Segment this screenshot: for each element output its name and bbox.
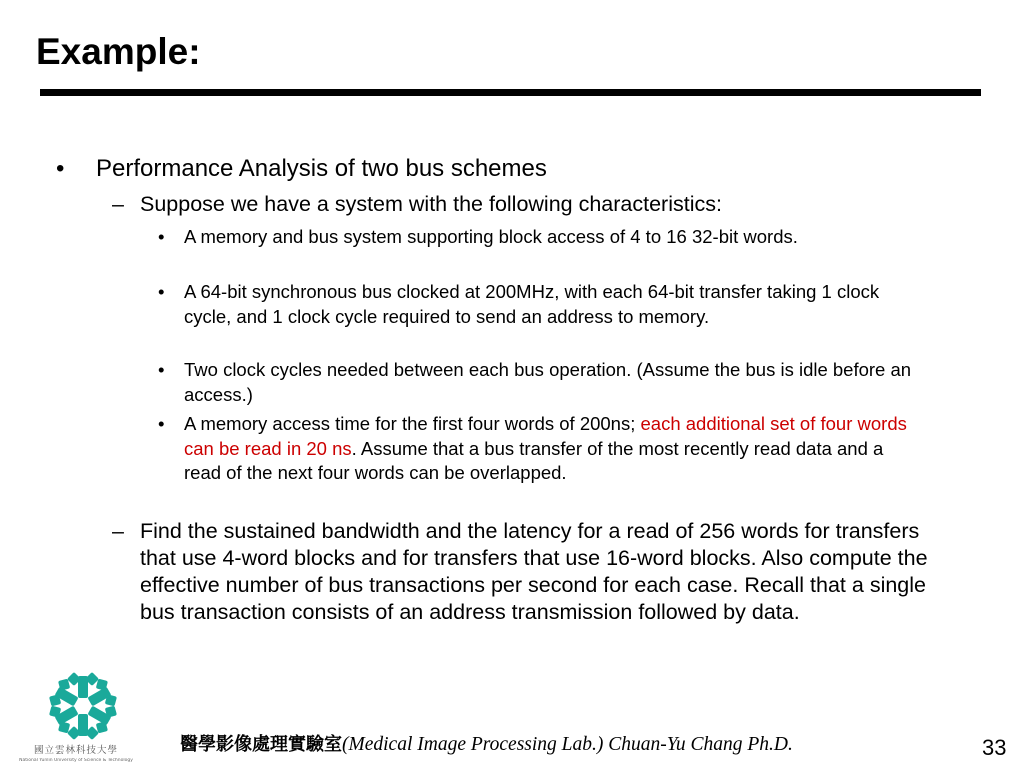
point-text: A memory and bus system supporting block access of 4 to 16 32-bit words. xyxy=(184,226,798,247)
point-marker: • xyxy=(158,226,165,247)
dash-marker: – xyxy=(112,519,124,543)
footer-lab-english: (Medical Image Processing Lab.) Chuan-Yu Chang Ph.D. xyxy=(342,734,793,755)
dash-marker: – xyxy=(112,192,124,216)
highlighted-text: each additional set of four words can be read in 20 ns xyxy=(184,413,907,459)
point-text-start: A memory access time for the first four words of 200ns; xyxy=(184,413,641,434)
point-text: A 64-bit synchronous bus clocked at 200MHz, with each 64-bit transfer taking 1 clock cycle, and 1 clock cycle required to send an address to memory. xyxy=(184,281,880,327)
point-text-end: . Assume that a bus transfer of the most recently read data and a read of the next four words can be overlapped. xyxy=(184,437,884,483)
point-text xyxy=(184,412,916,486)
footer-lab-credit xyxy=(180,732,940,758)
footer-lab-chinese: 醫學影像處理實驗室 xyxy=(180,734,342,755)
university-name-chinese: 國立雲林科技大學 xyxy=(33,745,118,756)
slide-title: Example: xyxy=(36,31,201,72)
point-marker: • xyxy=(158,281,165,302)
bullet-text: Performance Analysis of two bus schemes xyxy=(96,155,547,182)
page-number: 33 xyxy=(982,735,1007,760)
bullet-marker: • xyxy=(56,155,65,182)
point-marker: • xyxy=(158,413,165,434)
sub-bullet-text: Suppose we have a system with the following characteristics: xyxy=(140,192,722,216)
point-text: Two clock cycles needed between each bus operation. (Assume the bus is idle before an access.) xyxy=(184,359,912,405)
sub-bullet-text: Find the sustained bandwidth and the latency for a read of 256 words for transfers that use 4-word blocks and for transfers that use 16-word blocks. Also compute the effective number of bus transactions per second for each case. Recall that a single bus transaction consists of an address transmission followed by data. xyxy=(140,519,928,624)
title-underline xyxy=(40,89,981,96)
university-name-english: National Yunlin University of Science & Technology xyxy=(19,758,133,763)
point-marker: • xyxy=(158,359,165,380)
